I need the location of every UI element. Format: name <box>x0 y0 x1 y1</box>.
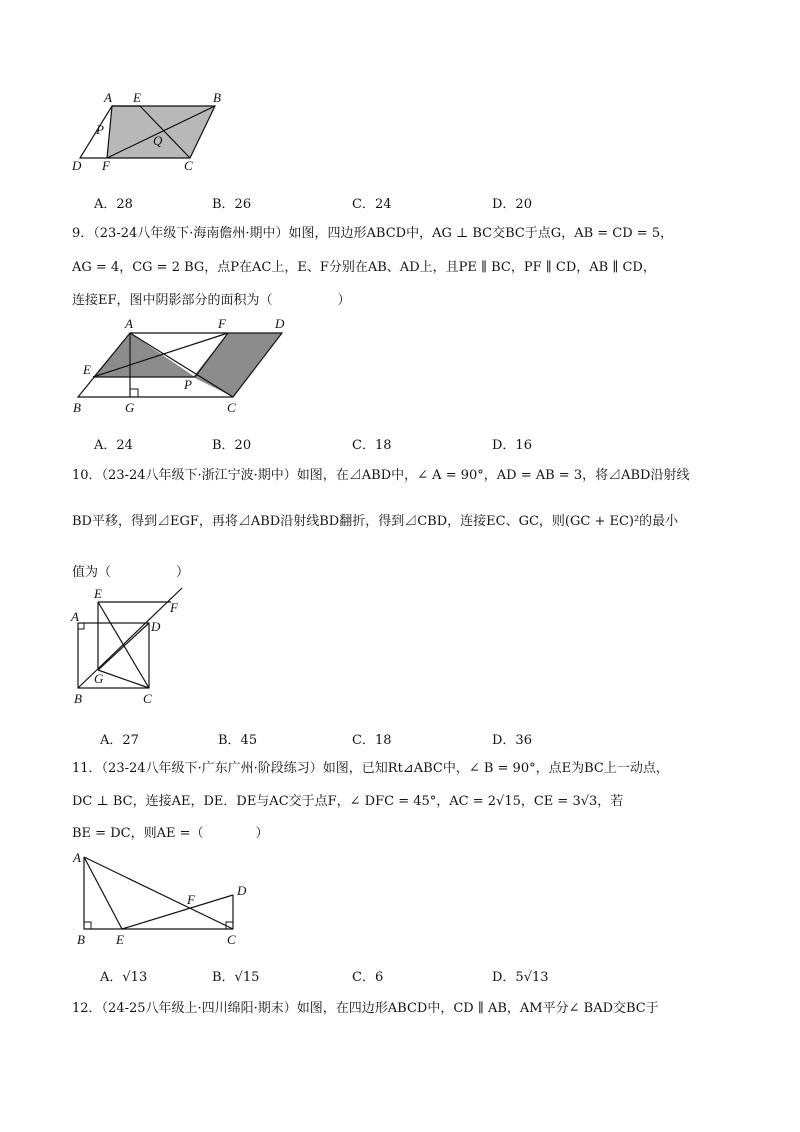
q9-figure <box>70 312 300 417</box>
q10-figure <box>70 585 200 710</box>
q11-stem-line-3: BE = DC，则AE =（ ） <box>72 826 269 841</box>
q10-label-f: F <box>170 600 178 615</box>
q11-figure <box>70 847 260 952</box>
q11-label-d: D <box>237 883 247 898</box>
q9-label-f: F <box>218 316 226 331</box>
q8-label-p: P <box>96 122 104 137</box>
q9-stem-line-3: 连接EF，图中阴影部分的面积为（ ） <box>72 293 351 308</box>
q8-label-f: F <box>102 158 110 173</box>
q9-label-g: G <box>125 400 135 415</box>
q9-stem-line-1: 9．（23-24八年级下·海南儋州·期中）如图，四边形ABCD中，AG ⊥ BC交BC于点G，AB = CD = 5， <box>72 226 674 241</box>
q8-label-e: E <box>133 90 141 105</box>
q8-figure <box>60 90 240 180</box>
q8-option-a[interactable]: A．28 <box>94 197 133 212</box>
q10-stem-line-1: 10．（23-24八年级下·浙江宁波·期中）如图，在⊿ABD中，∠ A = 90°，AD = AB = 3，将⊿ABD沿射线 <box>72 468 690 483</box>
q11-label-a: A <box>73 850 81 865</box>
q11-label-e: E <box>116 932 124 947</box>
q9-option-a[interactable]: A．24 <box>94 438 133 453</box>
q10-option-d[interactable]: D．36 <box>492 733 532 748</box>
q9-shaded-triangle <box>93 333 195 377</box>
q11-label-b: B <box>77 932 85 947</box>
q10-label-c: C <box>143 691 152 706</box>
q9-shaded-quad <box>193 333 282 397</box>
q10-stem-line-2: BD平移，得到⊿EGF，再将⊿ABD沿射线BD翻折，得到⊿CBD，连接EC、GC，则(GC + EC)²的最小 <box>72 514 679 529</box>
q11-label-f: F <box>187 892 195 907</box>
q10-option-b[interactable]: B．45 <box>218 733 258 748</box>
q8-label-q: Q <box>153 133 163 148</box>
q8-option-c[interactable]: C．24 <box>352 197 392 212</box>
q9-label-p: P <box>184 377 192 392</box>
q10-option-c[interactable]: C．18 <box>352 733 392 748</box>
q10-label-d: D <box>151 619 161 634</box>
q10-stem-line-3: 值为（ ） <box>72 565 190 580</box>
q10-label-g: G <box>94 671 104 686</box>
q9-label-e: E <box>83 362 91 377</box>
q11-stem-line-2: DC ⊥ BC，连接AE，DE．DE与AC交于点F，∠ DFC = 45°，AC = 2√15，CE = 3√3，若 <box>72 794 624 809</box>
q10-option-a[interactable]: A．27 <box>100 733 139 748</box>
q8-label-b: B <box>213 90 221 105</box>
q11-stem-line-1: 11．（23-24八年级下·广东广州·阶段练习）如图，已知Rt⊿ABC中，∠ B = 90°，点E为BC上一动点， <box>72 761 669 776</box>
q8-label-c: C <box>184 158 193 173</box>
q8-label-d: D <box>72 158 82 173</box>
q10-label-e: E <box>94 586 102 601</box>
q9-label-b: B <box>73 400 81 415</box>
q9-option-c[interactable]: C．18 <box>352 438 392 453</box>
q11-option-a[interactable]: A．√13 <box>100 970 148 985</box>
q9-stem-line-2: AG = 4，CG = 2 BG，点P在AC上，E、F分别在AB、AD上，且PE ∥ BC，PF ∥ CD，AB ∥ CD， <box>72 260 656 275</box>
q9-label-d: D <box>275 316 285 331</box>
q11-option-c[interactable]: C．6 <box>352 970 384 985</box>
q8-option-d[interactable]: D．20 <box>492 197 532 212</box>
q8-label-a: A <box>104 90 112 105</box>
q11-option-d[interactable]: D．5√13 <box>492 970 549 985</box>
q11-option-b[interactable]: B．√15 <box>212 970 260 985</box>
q9-label-c: C <box>227 400 236 415</box>
q9-label-a: A <box>125 316 133 331</box>
q11-label-c: C <box>227 932 236 947</box>
q9-option-b[interactable]: B．20 <box>212 438 252 453</box>
q8-option-b[interactable]: B．26 <box>212 197 252 212</box>
q10-label-a: A <box>71 609 79 624</box>
q10-label-b: B <box>74 691 82 706</box>
q9-option-d[interactable]: D．16 <box>492 438 532 453</box>
q12-stem-line-1: 12．（24-25八年级上·四川绵阳·期末）如图，在四边形ABCD中，CD ∥ AB，AM平分∠ BAD交BC于 <box>72 1001 659 1016</box>
